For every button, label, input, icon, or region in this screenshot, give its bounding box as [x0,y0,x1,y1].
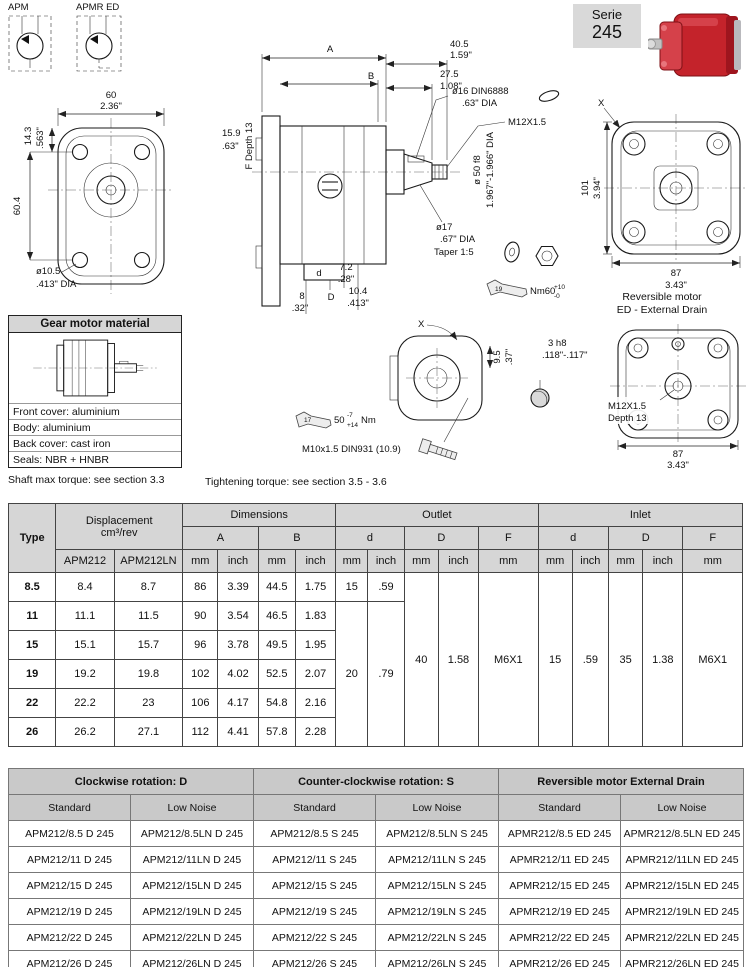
order-table-body [9,821,744,967]
apmr-symbol [76,2,121,71]
table-cell: 1.38 [643,573,683,747]
dim-143: 14.3 [23,126,34,146]
order-code-cell: APMR212/22LN ED 245 [621,925,744,951]
table-cell: 20 [336,602,368,747]
material-lines [9,403,181,467]
order-code-cell: APMR212/22 ED 245 [499,925,621,951]
dim-table-header-row-3 [9,550,743,573]
dim-101: 101 [580,180,591,196]
col-header-outlet: Outlet [336,504,538,527]
table-cell: 1.75 [295,573,335,602]
type-cell: 15 [9,631,56,660]
order-code-cell: APM212/19 D 245 [9,899,131,925]
dim-604: 60.4 [12,196,23,216]
bolt-torque-lower-tol: +14 [347,422,359,429]
order-code-cell: APMR212/26 ED 245 [499,951,621,967]
unit-header: mm [336,550,368,573]
table-cell: 23 [114,689,182,718]
col-header-type: Type [9,504,56,573]
hole-dia-label: ø10.5 [36,266,61,277]
table-cell: 49.5 [258,631,295,660]
subheader-standard-s: Standard [254,795,376,821]
group-header-reversible: Reversible motor External Drain [499,769,744,795]
order-code-cell: APM212/22LN S 245 [376,925,499,951]
table-cell: 22.2 [56,689,114,718]
bolt-torque-unit: Nm [361,415,376,426]
order-code-cell: APMR212/11 ED 245 [499,847,621,873]
drain-depth-label: Depth 13 [608,413,647,424]
dim-28: .28" [337,274,355,285]
washer-icon [503,241,521,263]
dim-87: 87 [670,268,682,279]
subheader-lownoise-d: Low Noise [131,795,254,821]
material-line: Front cover: aluminium [9,403,181,419]
port-d-label: d [316,268,322,279]
dim-236: 2.36" [100,101,122,112]
motor-drawing [9,333,181,403]
order-code-cell: APM212/8.5LN D 245 [131,821,254,847]
reversible-caption-2: ED - External Drain [616,304,708,316]
order-code-cell: APM212/19 S 245 [254,899,376,925]
dim-72: 7.2 [339,262,353,273]
displacement-label: Displacement [85,514,153,527]
order-code-cell: APM212/8.5LN S 245 [376,821,499,847]
unit-header: inch [438,550,478,573]
order-code-cell: APMR212/15 ED 245 [499,873,621,899]
table-cell: .59 [572,573,608,747]
dim-343: 3.43" [665,280,687,291]
key-width-in-label: .118"-.117" [542,350,588,361]
order-code-cell: APM212/22 D 245 [9,925,131,951]
back-view [580,98,748,316]
table-cell: M6X1 [683,573,743,747]
col-header-displacement [56,504,183,550]
table-cell: 106 [183,689,218,718]
nut-torque-lower-tol: -0 [554,293,560,300]
shaft-torque-note: Shaft max torque: see section 3.3 [8,474,165,486]
bolt-torque-label: 50 [334,415,345,426]
subheader-lownoise-ed: Low Noise [621,795,744,821]
unit-header: inch [572,550,608,573]
table-cell: 8.7 [114,573,182,602]
order-code-cell: APMR212/11LN ED 245 [621,847,744,873]
round-key-icon [531,389,549,407]
dim-table-header-row-1 [9,504,743,527]
dim-B: B [367,71,375,82]
dim-104: 10.4 [348,286,368,297]
dim-563: .563" [35,127,46,149]
dim-table-body [9,573,743,747]
dim-275: 27.5 [440,69,459,80]
hole-dia-in-label: .413" DIA [36,279,77,290]
key-dia-label: .63" DIA [462,98,498,109]
order-table-row [9,821,744,847]
table-cell: 4.02 [218,660,258,689]
serie-value: 245 [591,22,623,42]
col-header-inlet-D: D [608,527,682,550]
table-cell: 2.07 [295,660,335,689]
order-code-cell: APM212/11 D 245 [9,847,131,873]
unit-header: mm [183,550,218,573]
table-cell: 3.54 [218,602,258,631]
order-table-row [9,847,744,873]
unit-header: inch [643,550,683,573]
col-header-inlet-f: F [683,527,743,550]
order-table-row [9,873,744,899]
dim-37in: .37" [504,348,515,366]
type-cell: 11 [9,602,56,631]
table-cell: .79 [368,602,404,747]
col-header-inlet-d: d [538,527,608,550]
dim-A: A [326,44,334,55]
side-view [222,39,565,314]
table-cell: 86 [183,573,218,602]
type-cell: 22 [9,689,56,718]
order-code-cell: APMR212/19LN ED 245 [621,899,744,925]
material-line: Back cover: cast iron [9,435,181,451]
order-code-cell: APM212/19LN S 245 [376,899,499,925]
table-cell: 96 [183,631,218,660]
table-cell: 8.4 [56,573,114,602]
bolt-spec-label: M10x1.5 DIN931 (10.9) [302,444,401,455]
table-cell: 15 [336,573,368,602]
order-code-cell: APMR212/26LN ED 245 [621,951,744,967]
table-cell: 15 [538,573,572,747]
order-code-cell: APM212/11LN D 245 [131,847,254,873]
unit-header: mm [538,550,572,573]
group-header-counter-clockwise: Counter-clockwise rotation: S [254,769,499,795]
unit-header: inch [218,550,258,573]
rear-view-ed [606,324,746,471]
dim-87: 87 [672,449,684,460]
table-cell: M6X1 [479,573,538,747]
woodruff-key-icon [538,89,560,104]
dim-413: .413" [347,298,369,309]
table-cell: 11.5 [114,602,182,631]
order-code-cell: APM212/22LN D 245 [131,925,254,951]
order-table-subheader-row [9,795,744,821]
dim-60: 60 [105,90,117,101]
table-cell: 26.2 [56,718,114,747]
type-cell: 8.5 [9,573,56,602]
f-depth-label: F Depth 13 [244,122,255,170]
dim-table-row [9,573,743,602]
unit-header: mm [404,550,438,573]
dim-108: 1.08" [440,81,462,92]
order-table-row [9,925,744,951]
apm-label: APM [8,2,29,13]
key-din6888-label: ø16 DIN6888 [452,86,509,97]
flow-arrow-icon [90,35,98,44]
dim-159: 15.9 [222,128,241,139]
displacement-unit: cm³/rev [100,526,138,539]
thread-m12-label: M12X1.5 [508,117,547,128]
table-cell: 1.83 [295,602,335,631]
table-cell: 52.5 [258,660,295,689]
order-code-cell: APM212/26LN S 245 [376,951,499,967]
unit-header: mm [683,550,743,573]
taper-dia-in-label: .67" DIA [440,234,476,245]
table-cell: .59 [368,573,404,602]
table-cell: 27.1 [114,718,182,747]
order-code-table [8,768,744,967]
material-line: Seals: NBR + HNBR [9,451,181,467]
order-code-cell: APM212/26 D 245 [9,951,131,967]
order-code-cell: APMR212/15LN ED 245 [621,873,744,899]
drain-thread-label: M12X1.5 [608,401,647,412]
order-table-row [9,951,744,967]
apmr-label: APMR ED [76,2,120,13]
col-header-a: A [183,527,259,550]
unit-header: inch [295,550,335,573]
apm-symbol [8,2,51,71]
dim-159in: 1.59" [450,50,472,61]
order-code-cell: APM212/26LN D 245 [131,951,254,967]
dim-32: .32" [291,303,309,314]
table-cell: 4.41 [218,718,258,747]
table-cell: 112 [183,718,218,747]
order-code-cell: APMR212/8.5LN ED 245 [621,821,744,847]
detail-x [296,319,587,463]
order-code-cell: APM212/15 S 245 [254,873,376,899]
hex-nut-icon [536,247,558,266]
table-cell: 1.58 [438,573,478,747]
group-header-clockwise: Clockwise rotation: D [9,769,254,795]
wrench-size-label: 17 [304,417,312,424]
wrench-icon [487,280,527,297]
front-view [12,90,174,294]
reversible-caption-1: Reversible motor [622,291,702,303]
key-width-label: 3 h8 [548,338,567,349]
table-cell: 15.1 [56,631,114,660]
col-header-apm212: APM212 [56,550,114,573]
col-header-dimensions: Dimensions [183,504,336,527]
order-code-cell: APMR212/8.5 ED 245 [499,821,621,847]
table-cell: 102 [183,660,218,689]
table-cell: 2.28 [295,718,335,747]
order-code-cell: APM212/15LN S 245 [376,873,499,899]
port-D-label: D [327,292,335,303]
col-header-inlet: Inlet [538,504,742,527]
unit-header: mm [479,550,538,573]
order-code-cell: APM212/11LN S 245 [376,847,499,873]
table-cell: 44.5 [258,573,295,602]
order-code-cell: APM212/19LN D 245 [131,899,254,925]
pilot-dia-in-label: 1.967"-1.966" DIA [485,132,496,208]
table-cell: 15.7 [114,631,182,660]
table-cell: 19.8 [114,660,182,689]
order-code-cell: APM212/26 S 245 [254,951,376,967]
pilot-dia-label: ø 50 f8 [472,155,483,185]
col-header-outlet-D: D [404,527,478,550]
table-cell: 40 [404,573,438,747]
col-header-outlet-d: d [336,527,404,550]
wrench-icon [296,412,331,428]
order-table-group-row [9,769,744,795]
dim-394: 3.94" [592,177,603,199]
detail-x-label: X [418,319,425,330]
material-box-title: Gear motor material [9,316,181,333]
order-code-cell: APM212/22 S 245 [254,925,376,951]
table-cell: 57.8 [258,718,295,747]
subheader-standard-ed: Standard [499,795,621,821]
nut-torque-upper-tol: +10 [554,284,566,291]
material-line: Body: aluminium [9,419,181,435]
dim-63: .63" [222,141,239,152]
tightening-torque-note: Tightening torque: see section 3.5 - 3.6 [205,476,387,488]
dim-343: 3.43" [667,460,689,471]
serie-badge [573,4,641,48]
bolt-torque-upper-tol: -7 [347,412,353,419]
table-cell: 54.8 [258,689,295,718]
order-code-cell: APM212/15 D 245 [9,873,131,899]
table-cell: 2.16 [295,689,335,718]
section-x-label: X [598,98,605,109]
order-code-cell: APM212/11 S 245 [254,847,376,873]
col-header-outlet-f: F [479,527,538,550]
dimension-table [8,503,743,747]
table-cell: 3.78 [218,631,258,660]
dim-8: 8 [299,291,305,302]
flow-arrow-icon [21,35,29,44]
table-cell: 46.5 [258,602,295,631]
order-code-cell: APM212/15LN D 245 [131,873,254,899]
subheader-standard-d: Standard [9,795,131,821]
table-cell: 35 [608,573,642,747]
table-cell: 11.1 [56,602,114,631]
table-cell: 3.39 [218,573,258,602]
unit-header: inch [368,550,404,573]
subheader-lownoise-s: Low Noise [376,795,499,821]
taper-label: Taper 1:5 [434,247,474,258]
material-box [8,315,182,468]
col-header-apm212ln: APM212LN [114,550,182,573]
bolt-icon [419,439,458,463]
serie-label: Serie [591,7,623,22]
col-header-b: B [258,527,336,550]
order-code-cell: APMR212/19 ED 245 [499,899,621,925]
table-cell: 1.95 [295,631,335,660]
table-cell: 19.2 [56,660,114,689]
table-cell: 90 [183,602,218,631]
order-code-cell: APM212/8.5 D 245 [9,821,131,847]
dim-405: 40.5 [450,39,469,50]
type-cell: 19 [9,660,56,689]
unit-header: mm [258,550,295,573]
dim-95: 9.5 [492,350,503,364]
order-code-cell: APM212/8.5 S 245 [254,821,376,847]
type-cell: 26 [9,718,56,747]
nut-torque-label: Nm60 [530,286,556,297]
wrench-size-label: 19 [495,286,503,293]
taper-dia-label: ø17 [436,222,453,233]
unit-header: mm [608,550,642,573]
product-photo [648,6,748,86]
table-cell: 4.17 [218,689,258,718]
order-table-row [9,899,744,925]
